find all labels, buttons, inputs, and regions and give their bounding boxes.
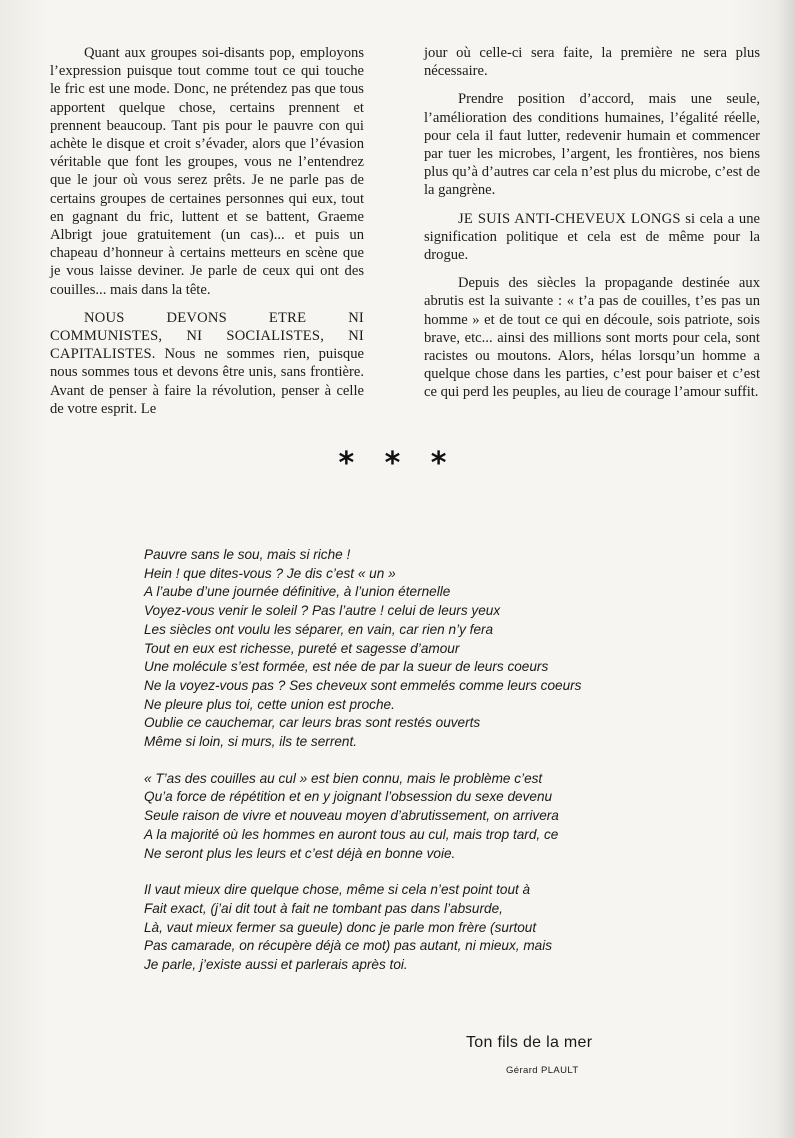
poem-line: Pas camarade, on récupère déjà ce mot) pas autant, ni mieux, mais: [144, 938, 553, 954]
poem-line: Je parle, j’existe aussi et parlerais après toi.: [144, 957, 408, 973]
section-separator-stars: * * *: [338, 446, 457, 481]
poem-line: Tout en eux est richesse, pureté et sagesse d’amour: [144, 640, 460, 656]
poem-line: Pauvre sans le sou, mais si riche !: [144, 547, 351, 562]
poem-line: Qu’a force de répétition et en y joignant l’obsession du sexe devenu: [144, 789, 553, 805]
right-caps-heading: JE SUIS ANTI-CHEVEUX LONGS: [458, 210, 681, 227]
poem-line: Seule raison de vivre et nouveau moyen d’abrutissement, on arrivera: [144, 808, 559, 824]
right-column: [424, 44, 760, 412]
poem-line: Une molécule s’est formée, est née de par la sueur de leurs coeurs: [144, 659, 549, 675]
left-paragraph-2: [50, 309, 364, 418]
page-edge-shadow: [777, 0, 795, 1138]
poem-line: Fait exact, (j’ai dit tout à fait ne tombant pas dans l’absurde,: [144, 900, 503, 916]
poem-line: Hein ! que dites-vous ? Je dis c’est « un »: [144, 565, 396, 581]
left-caps-heading: NOUS DEVONS ETRE NI COMMUNISTES, NI SOCIALISTES, NI CAPITALISTES.: [50, 309, 364, 363]
poem-stanza-3: [144, 881, 664, 975]
poem-line: Oublie ce cauchemar, car leurs bras sont restés ouverts: [144, 715, 481, 731]
left-paragraph-1: Quant aux groupes soi-disants pop, employons l’expression puisque tout comme tout ce qui touche le fric est une mode. Donc, ne prétendez pas que tous apportent quelque chose, certains prennent et prennent beaucoup. Tant pis pour le pauvre con qui achète le disque et croit s’évader, alors que l’évasion véritable que font les groupes, vous ne l’entendrez que le jour où vous serez prêts. Je ne parle pas de certains groupes de certaines personnes qui eux, tout en gagnant du fric, luttent et se battent, Graeme Albrigt joue gratuitement (un cas)... et puis un chapeau d’honneur à certains metteurs en scène que je vous laisse deviner. Je parle de ceux qui ont des couilles... mais dans la tête.: [50, 45, 364, 298]
poem-line: Là, vaut mieux fermer sa gueule) donc je parle mon frère (surtout: [144, 919, 537, 935]
poem: [144, 546, 664, 993]
poem-line: Ne pleure plus toi, cette union est proche.: [144, 696, 395, 712]
poem-line: Ne la voyez-vous pas ? Ses cheveux sont emmelés comme leurs coeurs: [144, 677, 582, 693]
right-paragraph-4: Depuis des siècles la propagande destinée aux abrutis est la suivante : « t’a pas de couilles, t’es pas un homme » et de tout ce qui en découle, sois patriote, sois brave, etc... ainsi des millions sont morts pour cela, sont racistes ou moutons. Alors, hélas lorsqu’un homme a quelque chose dans les parties, c’est pour baiser et c’est ce qui perd les peuples, au lieu de courage l’amour suffit.: [424, 275, 760, 401]
left-paragraph-2-text: Nous ne sommes rien, puisque nous sommes tous et devons être unis, sans frontière. Avant de penser à faire la révolution, penser à celle de votre esprit. Le: [50, 346, 364, 417]
right-paragraph-3-text: si cela a une signification politique et cela est de même pour la drogue.: [424, 210, 760, 264]
poem-line: Même si loin, si murs, ils te serrent.: [144, 734, 358, 750]
poem-line: Ne seront plus les leurs et c’est déjà en bonne voie.: [144, 845, 456, 861]
right-paragraph-2: Prendre position d’accord, mais une seule, l’amélioration des conditions humaines, l’égalité réelle, pour cela il faut lutter, redevenir humain et commencer par tuer les microbes, l’argent, les frontières, nos biens plus qu’à d’autres car cela n’est plus du microbe, c’est de la gangrène.: [424, 91, 760, 199]
right-paragraph-3: [424, 210, 760, 265]
poem-line: Les siècles ont voulu les séparer, en vain, car rien n’y fera: [144, 621, 494, 637]
signature-author: Gérard PLAULT: [506, 1065, 579, 1076]
signature-title: Ton fils de la mer: [466, 1034, 593, 1051]
right-paragraph-continuation: jour où celle-ci sera faite, la première ne sera plus nécessaire.: [424, 45, 760, 80]
poem-line: A la majorité où les hommes en auront tous au cul, mais trop tard, ce: [144, 826, 559, 842]
poem-line: Voyez-vous venir le soleil ? Pas l’autre ! celui de leurs yeux: [144, 603, 501, 619]
poem-line: Il vaut mieux dire quelque chose, même si cela n’est point tout à: [144, 882, 531, 898]
poem-line: A l’aube d’une journée définitive, à l’union éternelle: [144, 584, 451, 600]
poem-stanza-1: [144, 546, 664, 752]
poem-line: « T’as des couilles au cul » est bien connu, mais le problème c’est: [144, 770, 543, 786]
left-column: [50, 44, 364, 428]
poem-stanza-2: [144, 770, 664, 864]
